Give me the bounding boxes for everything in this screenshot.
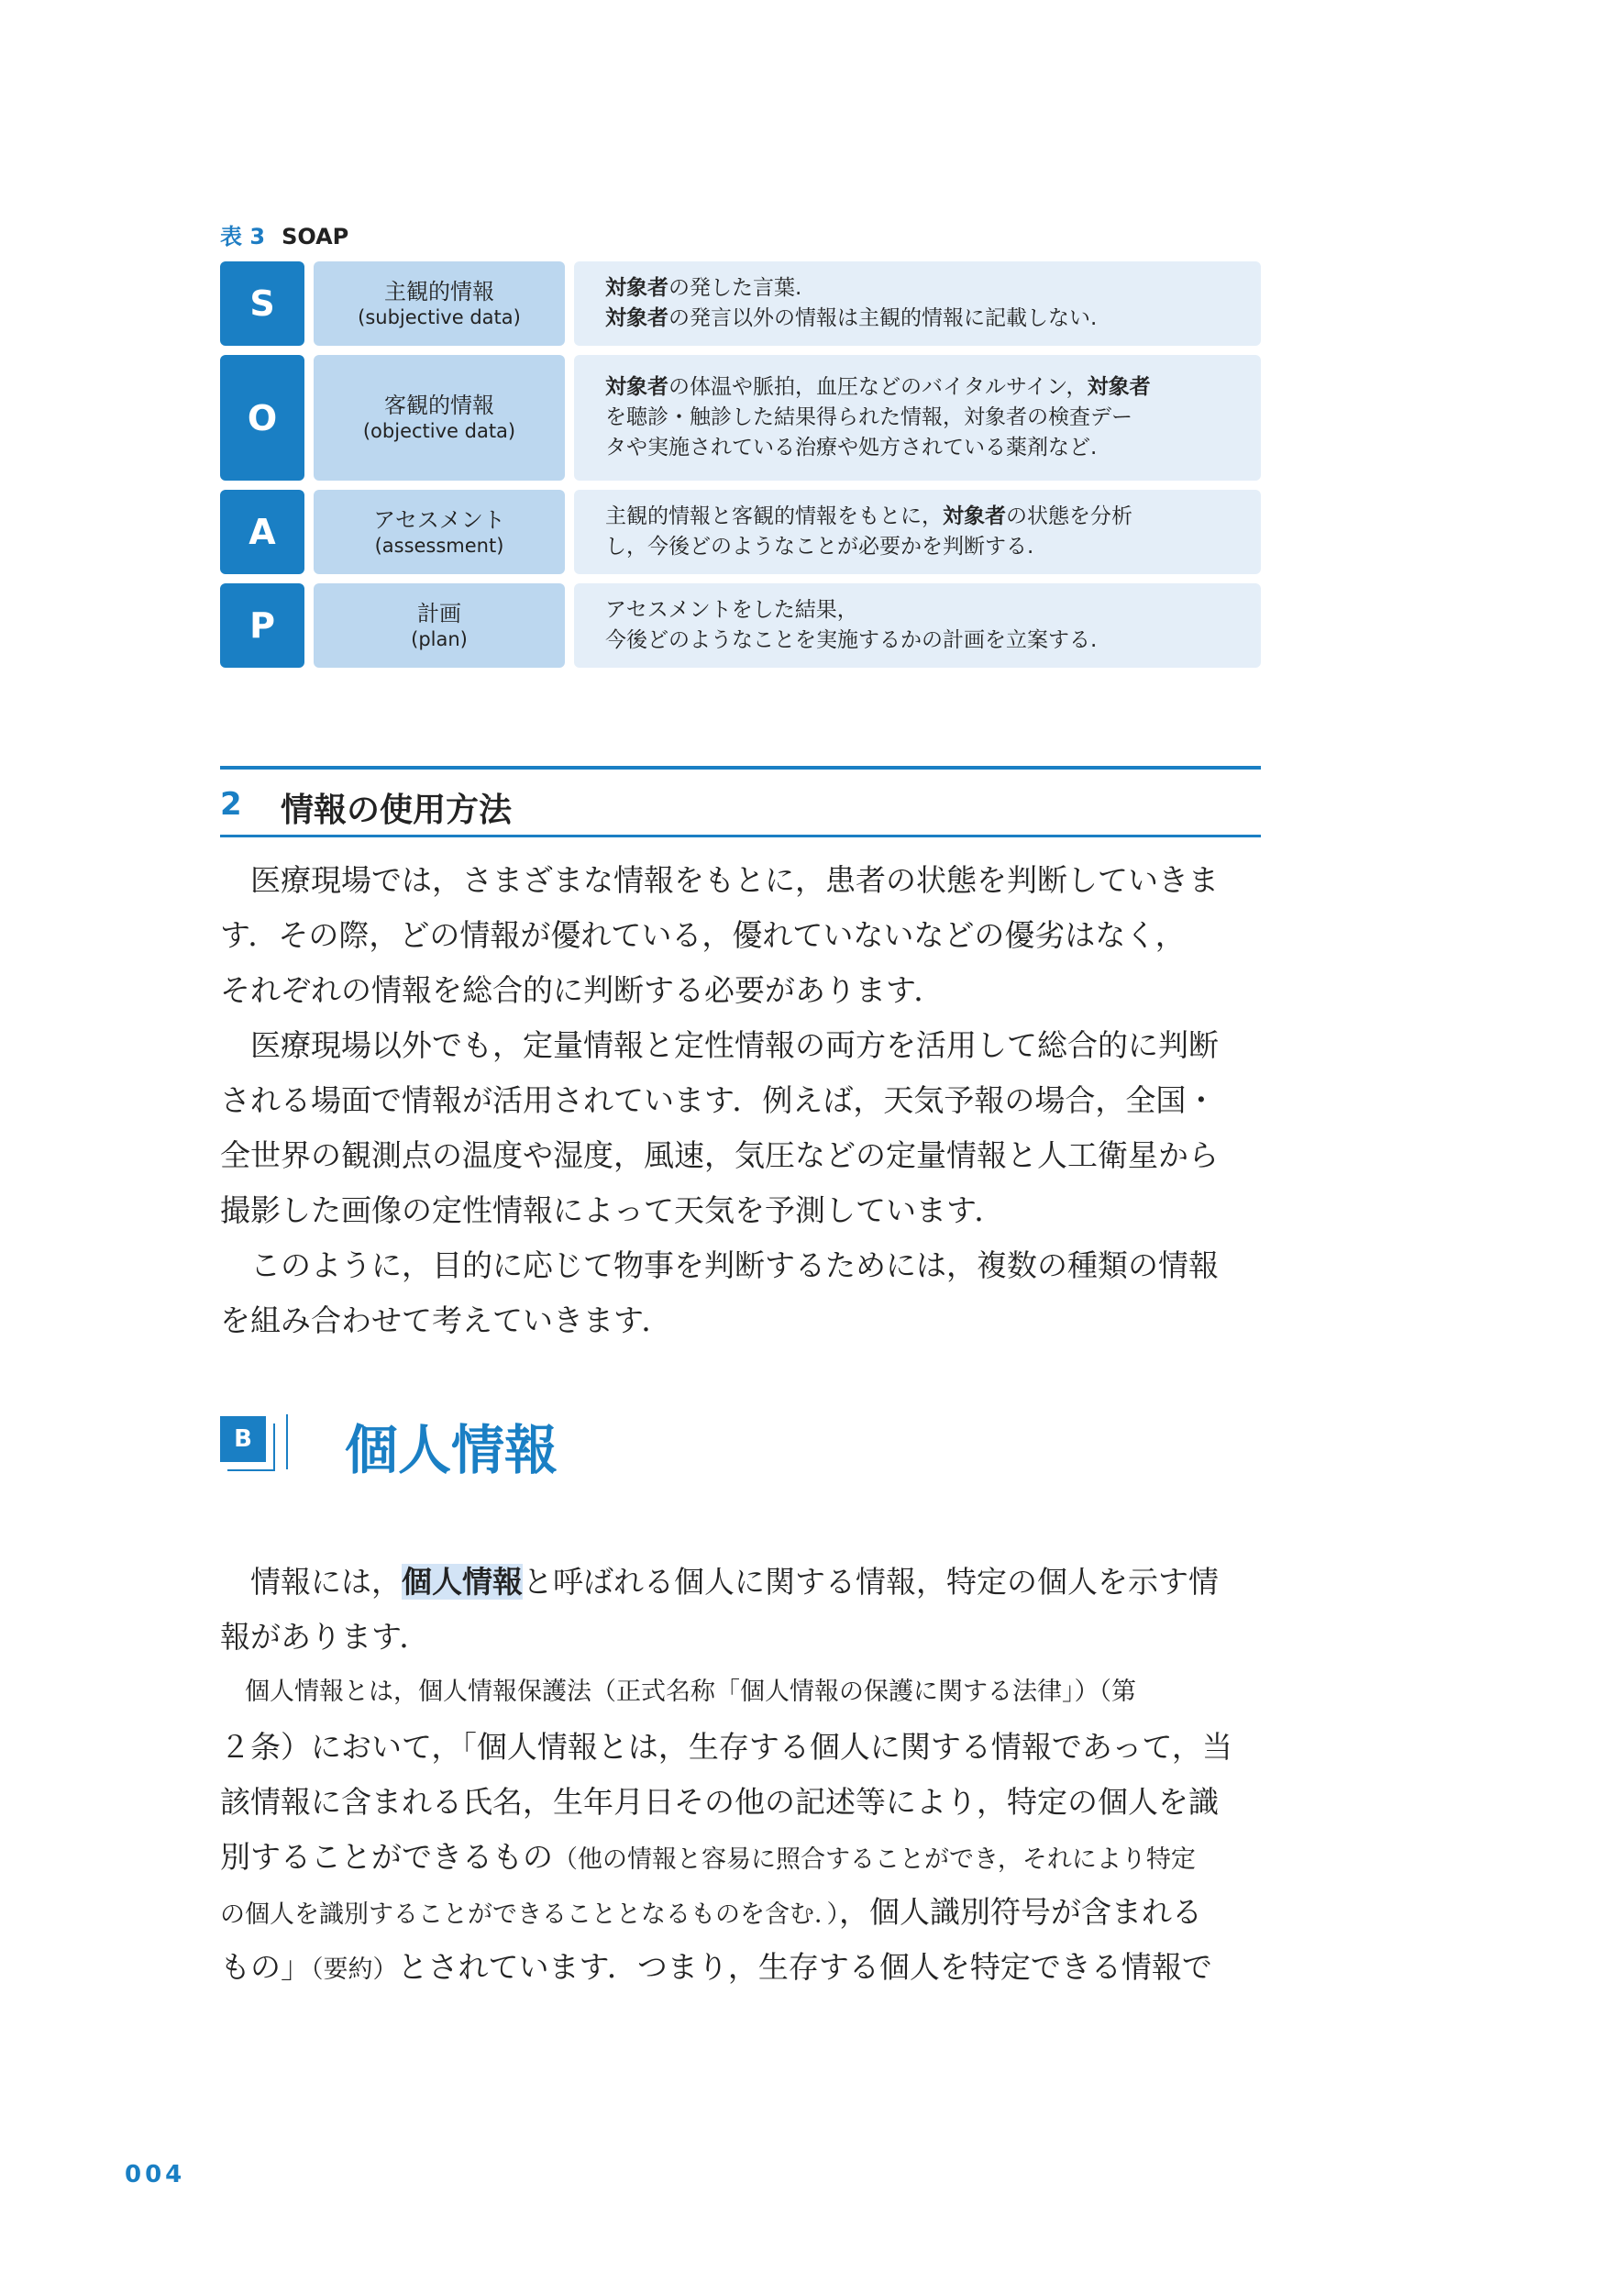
body-line: される場面で情報が活用されています．例えば，天気予報の場合，全国・ [220,1082,1217,1118]
desc-line: し，今後どのようなことが必要かを判断する. [605,535,1034,559]
sectionB-body [220,1555,1265,1995]
body-line: 撮影した画像の定性情報によって天気を予測しています． [220,1192,1005,1228]
desc-text: の発した言葉. [668,276,802,301]
desc-bold: 対象者 [1087,375,1151,400]
body-line: を組み合わせて考えていきます． [220,1302,672,1338]
desc-bold: 対象者 [605,306,668,330]
soap-letter: P [220,583,304,668]
category-en: (plan) [411,627,468,650]
section-b-title: 個人情報 [345,1419,558,1481]
category-ja: アセスメント [373,506,505,533]
category-ja: 計画 [417,600,461,626]
soap-category [314,261,565,346]
desc-bold: 対象者 [943,504,1006,529]
body-line [220,1940,1265,1995]
category-ja: 主観的情報 [384,278,494,305]
body-line: 医療現場以外でも，定量情報と定性情報の両方を活用して総合的に判断 [220,1027,1219,1063]
desc-line [605,273,1230,304]
desc-line [605,304,1230,334]
body-text: とされています．つまり，生存する個人を特定できる情報で [397,1949,1212,1985]
soap-row-a [220,490,1261,574]
category-en: (objective data) [362,420,516,443]
desc-line [605,502,1230,532]
soap-row-o [220,355,1261,481]
body-line [220,1830,1265,1885]
section-badge: B [220,1416,266,1462]
body-text: と呼ばれる個人に関する情報，特定の個人を示す情 [523,1564,1219,1600]
highlighted-term: 個人情報 [402,1564,523,1600]
soap-row-s [220,261,1261,346]
soap-description [574,261,1261,346]
body-line [220,1885,1265,1940]
soap-description [574,355,1261,481]
desc-text: の発言以外の情報は主観的情報に記載しない. [668,306,1098,330]
desc-bold: 対象者 [605,375,668,400]
desc-line: タや実施されている治療や処方されている薬剤など. [605,435,1098,460]
section-b-heading [220,1403,862,1495]
soap-category [314,490,565,574]
soap-letter: S [220,261,304,346]
body-line [220,1555,1265,1610]
body-line: ２条）において，「個人情報とは，生存する個人に関する情報であって，当 [220,1729,1232,1765]
body-text: ，個人識別符号が含まれる [839,1894,1202,1930]
soap-description [574,490,1261,574]
category-en: (assessment) [374,534,504,557]
category-en: (subjective data) [358,305,521,328]
desc-line: を聴診・触診した結果得られた情報，対象者の検査デー [605,405,1132,430]
soap-category [314,355,565,481]
soap-row-p [220,583,1261,668]
body-text-small: （要約） [311,1955,398,1984]
page-number: 004 [125,2161,186,2188]
section-title: 情報の使用方法 [281,792,513,829]
desc-bold: 対象者 [605,276,668,301]
body-line: 医療現場では，さまざまな情報をもとに，患者の状態を判断していきま [220,862,1219,898]
desc-line [605,372,1230,403]
table-title: SOAP [282,224,349,249]
table-number: 表 3 [220,224,266,249]
body-text-small: の個人を識別することができることとなるものを含む．） [220,1900,839,1929]
body-line: 該情報に含まれる氏名，生年月日その他の記述等により，特定の個人を識 [220,1784,1219,1820]
desc-line: 今後どのようなことを実施するかの計画を立案する. [605,628,1098,652]
desc-text: 主観的情報と客観的情報をもとに， [605,504,943,529]
soap-description [574,583,1261,668]
soap-letter: A [220,490,304,574]
section2-body [220,853,1265,1348]
body-line: 報があります． [220,1619,430,1655]
soap-letter: O [220,355,304,481]
soap-category [314,583,565,668]
body-line: す．その際，どの情報が優れている，優れていないなどの優劣はなく， [220,917,1186,953]
body-line: 個人情報とは，個人情報保護法（正式名称「個人情報の保護に関する法律」）（第 [220,1678,1136,1706]
body-line: このように，目的に応じて物事を判断するためには，複数の種類の情報 [220,1247,1219,1283]
body-line: 全世界の観測点の温度や湿度，風速，気圧などの定量情報と人工衛星から [220,1137,1219,1173]
body-text: 情報には， [220,1564,402,1600]
category-ja: 客観的情報 [384,393,494,419]
heading-divider [286,1414,288,1469]
desc-line: アセスメントをした結果， [605,598,858,623]
body-text-small: （他の情報と容易に照合することができ，それにより特定 [553,1845,1196,1874]
table-caption [220,218,348,250]
desc-text: の状態を分析 [1006,504,1132,529]
section-number: 2 [220,786,242,823]
section-heading [220,766,1261,837]
body-text: 別することができるもの [220,1839,553,1875]
desc-text: の体温や脈拍，血圧などのバイタルサイン， [668,375,1088,400]
body-line: それぞれの情報を総合的に判断する必要があります． [220,972,945,1008]
body-text: もの」 [220,1949,311,1985]
